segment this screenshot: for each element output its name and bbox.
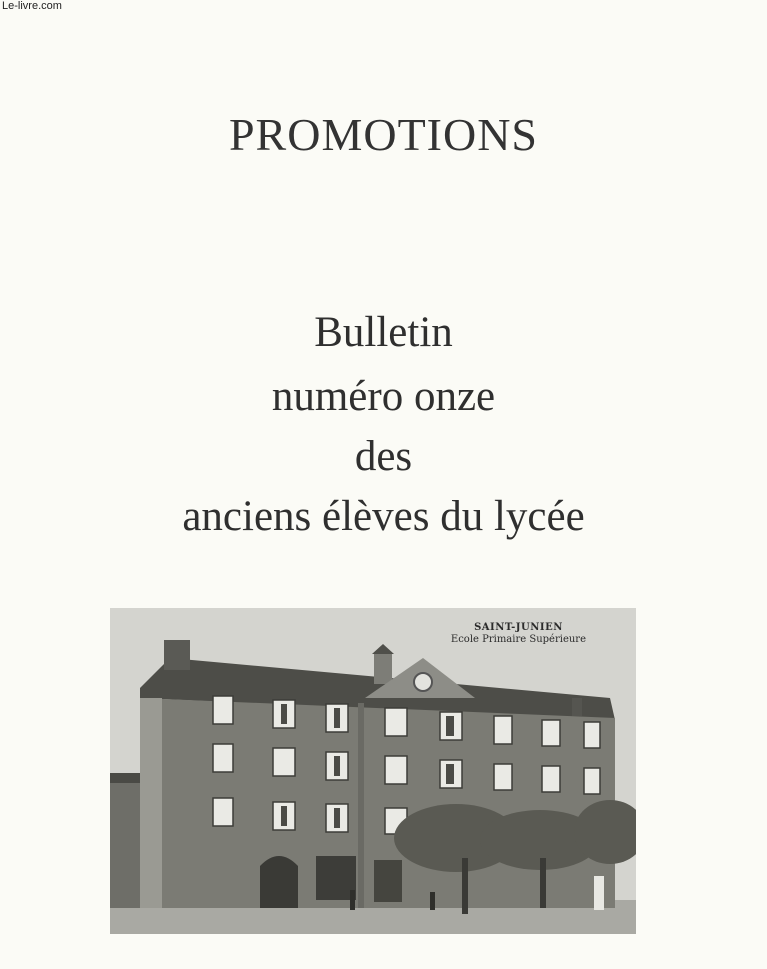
- subtitle-line-1: Bulletin: [314, 309, 453, 356]
- page-title: PROMOTIONS: [228, 109, 539, 160]
- building-illustration: [110, 608, 636, 934]
- watermark-text: Le-livre.com: [2, 0, 62, 12]
- school-building-photo: [110, 608, 636, 934]
- photo-caption-line-2: Ecole Primaire Supérieure: [450, 634, 586, 645]
- photo-caption: [451, 622, 586, 646]
- subtitle-line-3: des: [354, 433, 413, 480]
- subtitle-line-2: numéro onze: [271, 373, 496, 420]
- photo-caption-line-1: SAINT-JUNIEN: [474, 622, 563, 633]
- subtitle-line-4: anciens élèves du lycée: [182, 493, 585, 540]
